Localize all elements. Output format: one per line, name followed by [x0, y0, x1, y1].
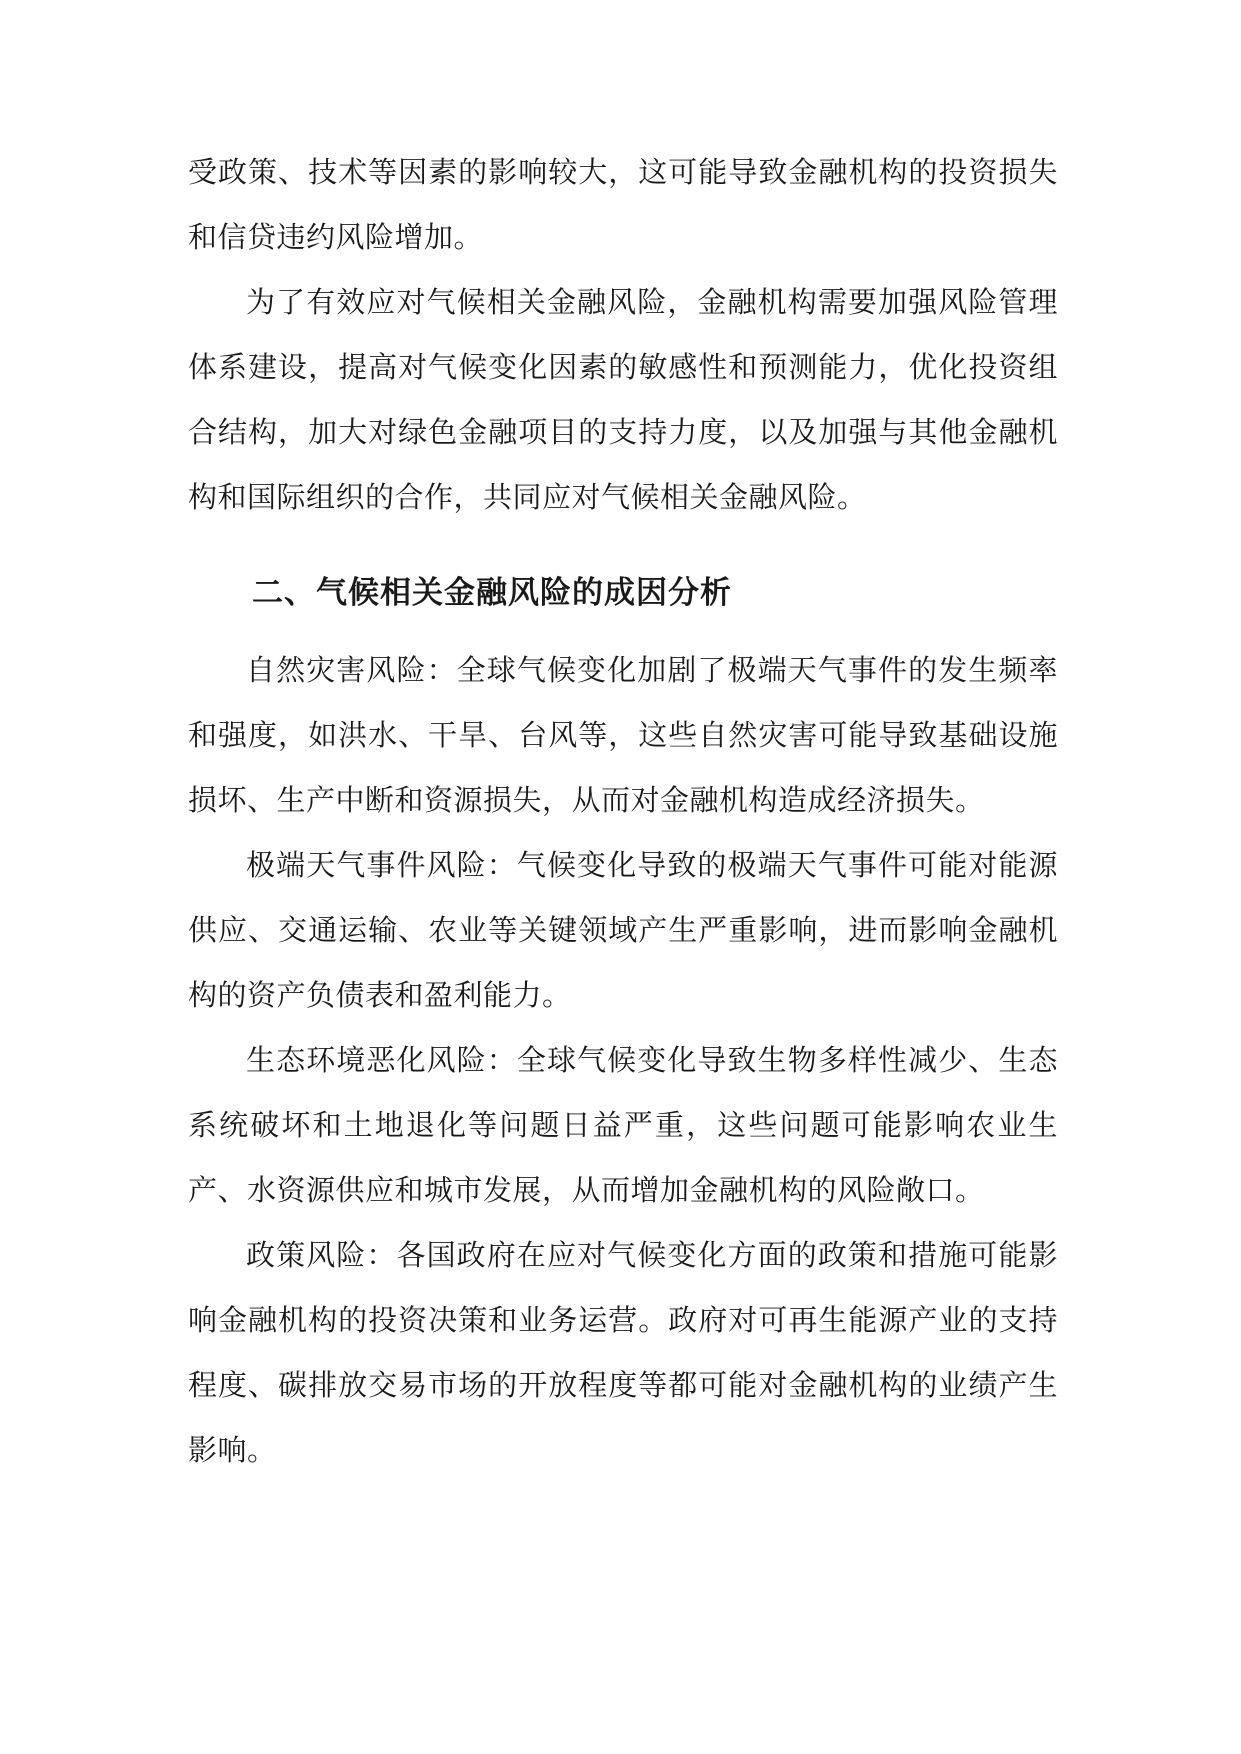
paragraph-risk-management: 为了有效应对气候相关金融风险，金融机构需要加强风险管理体系建设，提高对气候变化因素的敏感性和预测能力，优化投资组合结构，加大对绿色金融项目的支持力度，以及加强与其他金融机构和国际组织的合作，共同应对气候相关金融风险。	[188, 285, 1058, 514]
paragraph-extreme-weather-risk: 极端天气事件风险：气候变化导致的极端天气事件可能对能源供应、交通运输、农业等关键领域产生严重影响，进而影响金融机构的资产负债表和盈利能力。	[188, 848, 1058, 1012]
paragraph-continuation: 受政策、技术等因素的影响较大，这可能导致金融机构的投资损失和信贷违约风险增加。	[188, 155, 1058, 254]
paragraph-policy-risk: 政策风险：各国政府在应对气候变化方面的政策和措施可能影响金融机构的投资决策和业务运营。政府对可再生能源产业的支持程度、碳排放交易市场的开放程度等都可能对金融机构的业绩产生影响。	[188, 1238, 1058, 1467]
section-heading: 二、气候相关金融风险的成因分析	[252, 575, 732, 611]
paragraph-natural-disaster-risk: 自然灾害风险：全球气候变化加剧了极端天气事件的发生频率和强度，如洪水、干旱、台风等，这些自然灾害可能导致基础设施损坏、生产中断和资源损失，从而对金融机构造成经济损失。	[188, 653, 1058, 817]
paragraph-ecological-risk: 生态环境恶化风险：全球气候变化导致生物多样性减少、生态系统破坏和土地退化等问题日益严重，这些问题可能影响农业生产、水资源供应和城市发展，从而增加金融机构的风险敞口。	[188, 1043, 1058, 1207]
document-page	[188, 140, 1058, 1483]
